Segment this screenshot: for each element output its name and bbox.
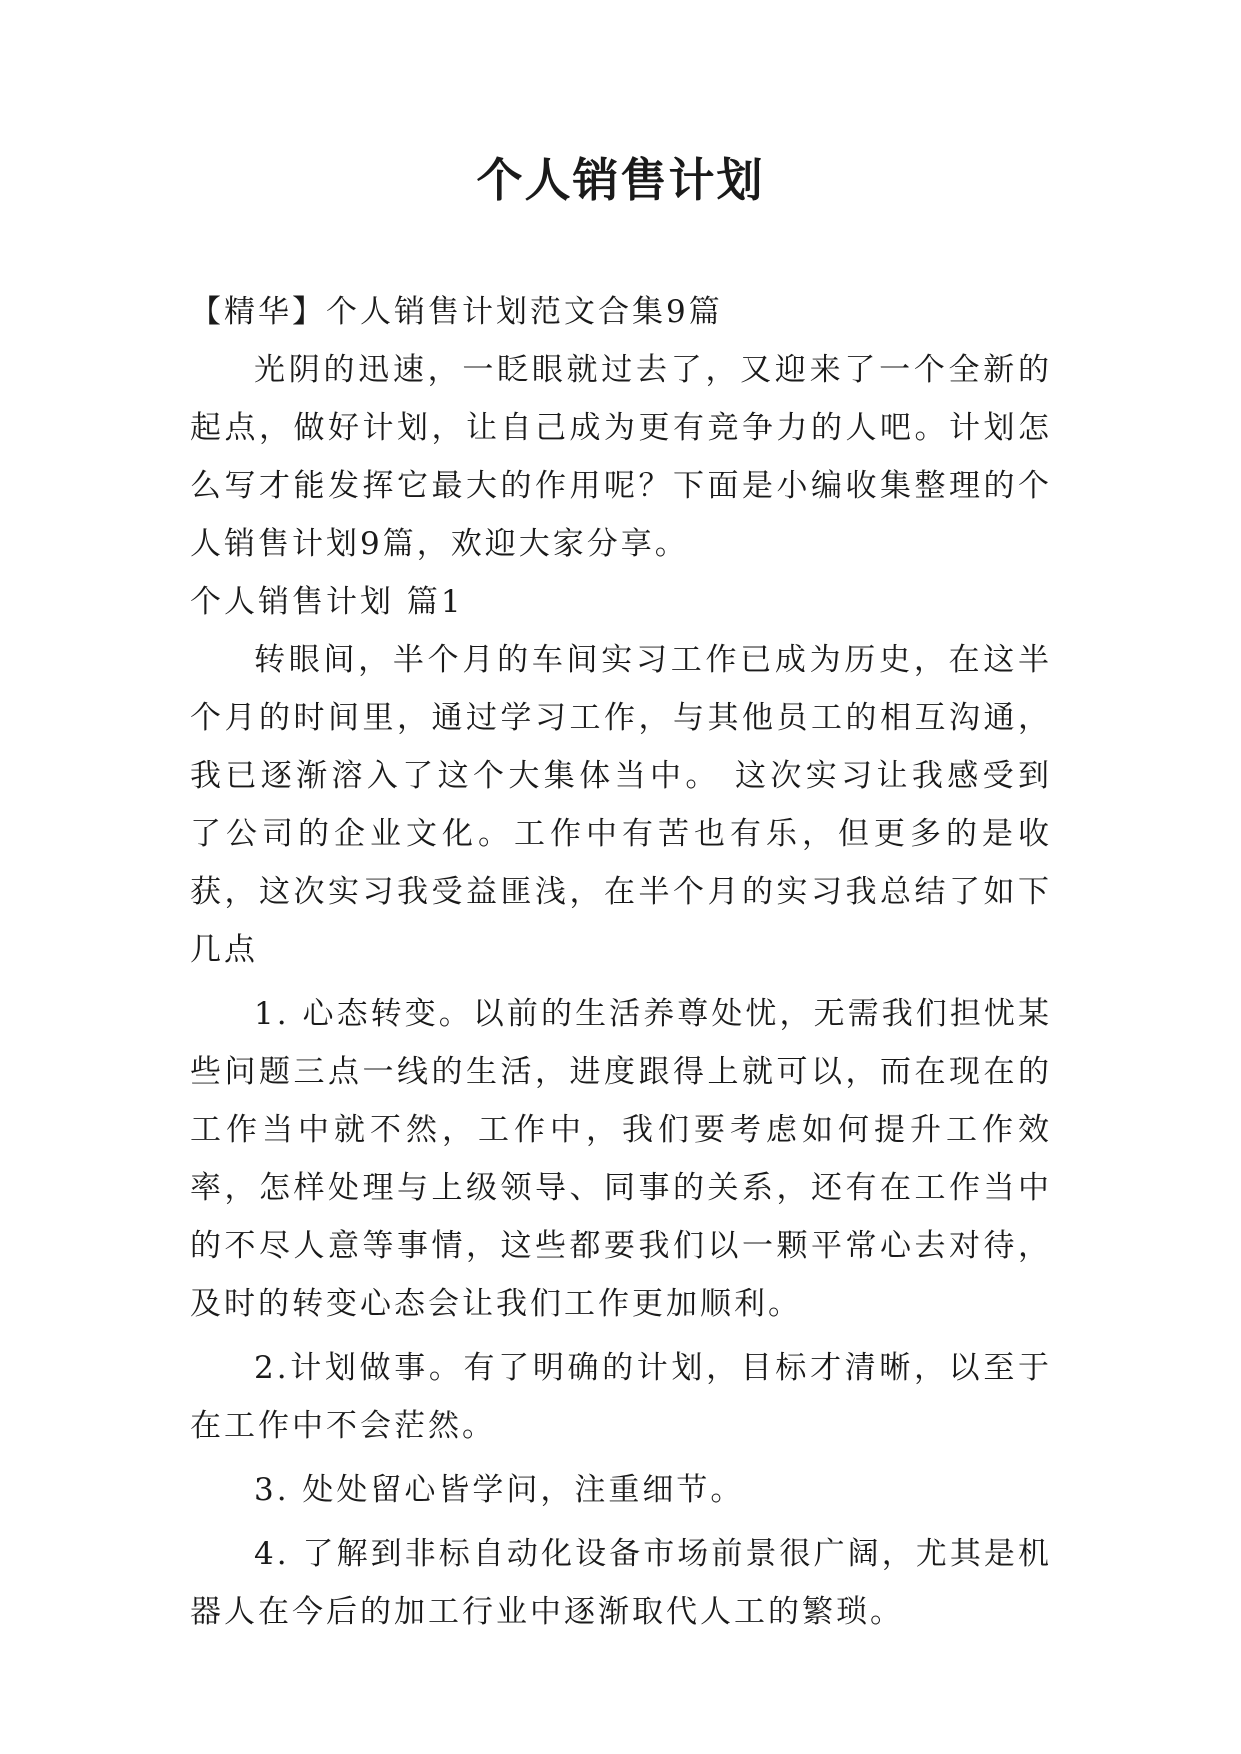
body-paragraph: 3. 处处留心皆学问，注重细节。	[254, 1472, 745, 1508]
section-heading: 个人销售计划 篇1	[190, 584, 464, 620]
body-paragraph: 2.计划做事。有了明确的计划，目标才清晰，以至于在工作中不会茫然。	[190, 1350, 1052, 1444]
document-subtitle: 【精华】个人销售计划范文合集9篇	[190, 294, 723, 330]
document-title: 个人销售计划	[476, 153, 765, 207]
body-paragraph: 1. 心态转变。以前的生活养尊处忧，无需我们担忧某些问题三点一线的生活，进度跟得上就可以，而在现在的工作当中就不然，工作中，我们要考虑如何提升工作效率，怎样处理与上级领导、同事的关系，还有在工作当中的不尽人意等事情，这些都要我们以一颗平常心去对待，及时的转变心态会让我们工作更加顺利。	[190, 996, 1052, 1322]
intro-paragraph: 光阴的迅速，一眨眼就过去了，又迎来了一个全新的起点，做好计划，让自己成为更有竞争力的人吧。计划怎么写才能发挥它最大的作用呢？下面是小编收集整理的个人销售计划9篇，欢迎大家分享。	[190, 352, 1052, 562]
body-paragraph: 4. 了解到非标自动化设备市场前景很广阔，尤其是机器人在今后的加工行业中逐渐取代人工的繁琐。	[190, 1536, 1052, 1630]
body-paragraph: 转眼间，半个月的车间实习工作已成为历史，在这半个月的时间里，通过学习工作，与其他员工的相互沟通，我已逐渐溶入了这个大集体当中。 这次实习让我感受到了公司的企业文化。工作中有苦也有乐，但更多的是收获，这次实习我受益匪浅，在半个月的实习我总结了如下几点	[190, 642, 1052, 968]
document-body	[190, 283, 1052, 1641]
